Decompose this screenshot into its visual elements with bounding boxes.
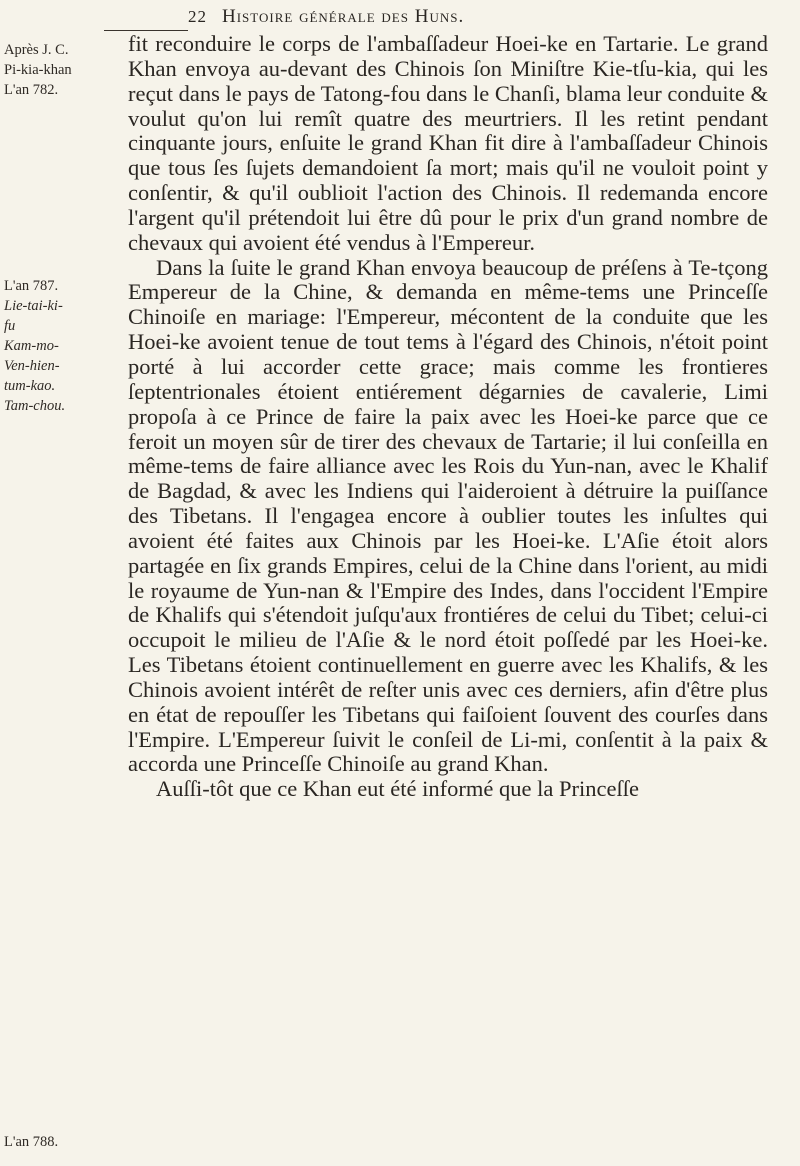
margin-line: tum-kao. <box>4 378 56 394</box>
margin-line: Kam-mo- <box>4 338 59 354</box>
margin-line: fu <box>4 318 16 334</box>
margin-line: Tam-chou. <box>4 398 66 414</box>
margin-line: L'an 788. <box>4 1134 59 1150</box>
margin-line: Pi-kia-khan <box>4 62 72 78</box>
body-text <box>128 32 768 802</box>
margin-note-year-782 <box>4 40 122 100</box>
running-title: Histoire générale des Huns. <box>222 6 465 27</box>
margin-note-year-787 <box>4 276 122 416</box>
page-number: 22 <box>188 7 207 26</box>
margin-line: Lie-tai-ki- <box>4 298 63 314</box>
margin-note-year-788 <box>4 1132 122 1152</box>
paragraph: fit reconduire le corps de l'ambaſſadeur Hoei-ke en Tartarie. Le grand Khan envoya au-devant des Chinois ſon Miniſtre Kie-tſu-kia, qui les reçut dans le pays de Tatong-fou dans le Chanſi, blama leur conduite & voulut qu'on lui remît quatre des meurtriers. Il les retint pendant cinquante jours, enſuite le grand Khan fit dire à l'ambaſſadeur Chinois que tous ſes ſujets demandoient ſa mort; mais qu'il ne vouloit point y conſentir, & qu'il oublioit l'action des Chinois. Il redemanda encore l'argent qu'il prétendoit lui être dû pour le prix d'un grand nombre de chevaux qui avoient été vendus à l'Empereur. <box>128 31 768 255</box>
paragraph: Auſſi-tôt que ce Khan eut été informé que la Princeſſe <box>156 776 639 802</box>
margin-line: Après J. C. <box>4 42 69 58</box>
running-header <box>188 6 748 32</box>
margin-line: Ven-hien- <box>4 358 60 374</box>
paragraph: Dans la ſuite le grand Khan envoya beaucoup de préſens à Te-tçong Empereur de la Chine, & demanda en même-tems une Princeſſe Chinoiſe en mariage: l'Empereur, mécontent de la conduite que les Hoei-ke avoient tenue de tout tems à l'égard des Chinois, n'étoit point porté à lui accorder cette grace; mais comme les frontieres ſeptentrionales étoient entiérement dégarnies de cavalerie, Limi propoſa à ce Prince de faire la paix avec les Hoei-ke parce que ce feroit un moyen sûr de tirer des chevaux de Tartarie; il lui conſeilla en même-tems de faire alliance avec les Rois du Yun-nan, avec le Khalif de Bagdad, & avec les Indiens qui l'aideroient à détruire la puiſſance des Tibetans. Il l'engagea encore à oublier toutes les inſultes qui avoient été faites aux Chinois par les Hoei-ke. L'Aſie étoit alors partagée en ſix grands Empires, celui de la Chine dans l'orient, au midi le royaume de Yun-nan & l'Empire des Indes, dans l'occident l'Empire de Khalifs qui s'étendoit juſqu'aux frontiéres de celui du Tibet; celui-ci occupoit le milieu de l'Aſie & le nord étoit poſſedé par les Hoei-ke. Les Tibetans étoient continuellement en guerre avec les Khalifs, & les Chinois avoient intérêt de reſter unis avec ces derniers, afin d'être plus en état de repouſſer les Tibetans qui faiſoient ſouvent des courſes dans l'Empire. L'Empereur ſuivit le conſeil de Li-mi, conſentit à la paix & accorda une Princeſſe Chinoiſe au grand Khan. <box>128 254 768 777</box>
margin-line: L'an 782. <box>4 82 59 98</box>
margin-line: L'an 787. <box>4 278 59 294</box>
